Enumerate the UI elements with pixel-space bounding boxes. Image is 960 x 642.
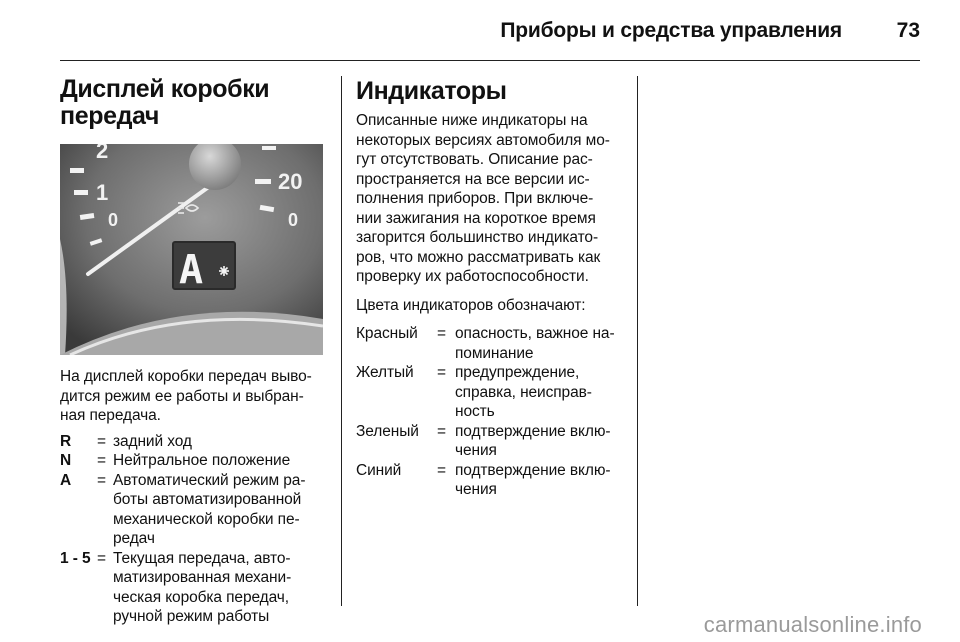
color-meaning (455, 422, 624, 461)
transmission-display-photo (60, 144, 323, 355)
intro-paragraph (60, 367, 325, 426)
equals-sign: = (437, 325, 446, 342)
header-title: Приборы и средства управления (500, 19, 842, 42)
text-line: загорится большинство индикато- (356, 229, 599, 246)
definition-term: 1 - 5 (60, 549, 91, 567)
text-line: некоторых версиях автомобиля мо- (356, 131, 610, 149)
heading-line: Дисплей коробки (60, 75, 270, 103)
gauge-number: 20 (278, 169, 303, 194)
watermark: carmanualsonline.info (703, 612, 922, 637)
definition-term: R (60, 432, 72, 450)
text-line: дится режим ее работы и выбран- (60, 387, 304, 405)
definition-text (113, 432, 325, 452)
text-line: подтверждение вклю- (455, 422, 611, 440)
equals-sign: = (97, 432, 106, 450)
text-line: Нейтральное положение (113, 452, 291, 469)
colors-intro (356, 296, 624, 316)
equals-sign: = (437, 364, 446, 381)
text-line: гут отсутствовать. Описание рас- (356, 151, 593, 168)
text-line: проверку их работоспособности. (356, 268, 589, 285)
text-line: ческая коробка передач, (113, 588, 289, 606)
text-line: ность (455, 403, 495, 420)
text-line: чения (455, 481, 497, 498)
definition-row (60, 471, 325, 549)
middle-column (356, 76, 624, 500)
equals-sign: = (97, 549, 106, 567)
color-meaning (455, 461, 624, 500)
text-line: предупреждение, (455, 364, 580, 381)
definition-term: A (60, 471, 72, 489)
text-line: Описанные ниже индикаторы на (356, 112, 588, 129)
definition-row (60, 432, 325, 452)
equals-sign: = (97, 471, 106, 489)
color-definitions (356, 324, 624, 500)
page-header (0, 0, 960, 62)
text-line: поминание (455, 344, 534, 362)
text-line: пространяется на все версии ис- (356, 170, 590, 188)
text-line: справка, неисправ- (455, 383, 592, 401)
gauge-number: 0 (288, 210, 299, 230)
text-line: ров, что можно рассматривать как (356, 248, 601, 266)
gauge-number: 1 (96, 180, 109, 205)
text-line: боты автоматизированной (113, 491, 302, 508)
color-row (356, 461, 624, 500)
definition-row (60, 451, 325, 471)
definition-text (113, 549, 325, 627)
mode-definitions (60, 432, 325, 627)
text-line: На дисплей коробки передач выво- (60, 368, 312, 385)
snowflake-icon (219, 266, 229, 276)
display-letter: A (179, 247, 204, 293)
color-row (356, 363, 624, 422)
left-column (60, 76, 325, 627)
color-name: Синий (356, 461, 402, 479)
definition-text (113, 471, 325, 549)
text-line: Автоматический режим ра- (113, 471, 306, 489)
text-line: задний ход (113, 432, 192, 450)
color-name: Зеленый (356, 422, 419, 440)
text-line: полнения приборов. При включе- (356, 190, 594, 207)
text-line: нии зажигания на короткое время (356, 209, 596, 227)
definition-row (60, 549, 325, 627)
color-name: Желтый (356, 364, 414, 381)
definition-text (113, 451, 325, 471)
equals-sign: = (437, 422, 446, 440)
column-divider (637, 76, 638, 606)
text-line: чения (455, 442, 497, 459)
header-rule (60, 60, 920, 61)
color-row (356, 422, 624, 461)
text-line: ная передача. (60, 407, 161, 424)
intro-paragraph (356, 111, 624, 287)
page-number: 73 (896, 19, 920, 42)
gauge-number: 2 (96, 144, 109, 163)
text-line: механической коробки пе- (113, 510, 300, 528)
text-line: опасность, важное на- (455, 325, 615, 342)
color-meaning (455, 363, 624, 422)
section-heading (60, 76, 325, 130)
gauge-number: 0 (108, 210, 119, 230)
equals-sign: = (437, 461, 446, 479)
column-divider (341, 76, 342, 606)
color-meaning (455, 324, 624, 363)
text-line: редач (113, 530, 155, 547)
definition-term: N (60, 452, 72, 469)
heading-line: передач (60, 102, 160, 130)
text-line: матизированная механи- (113, 569, 292, 586)
text-line: подтверждение вклю- (455, 461, 611, 479)
text-line: Текущая передача, авто- (113, 549, 291, 567)
text-line: Цвета индикаторов обозначают: (356, 296, 586, 314)
equals-sign: = (97, 452, 106, 469)
text-line: ручной режим работы (113, 608, 270, 625)
color-name: Красный (356, 325, 418, 342)
section-heading: Индикаторы (356, 77, 507, 105)
color-row (356, 324, 624, 363)
